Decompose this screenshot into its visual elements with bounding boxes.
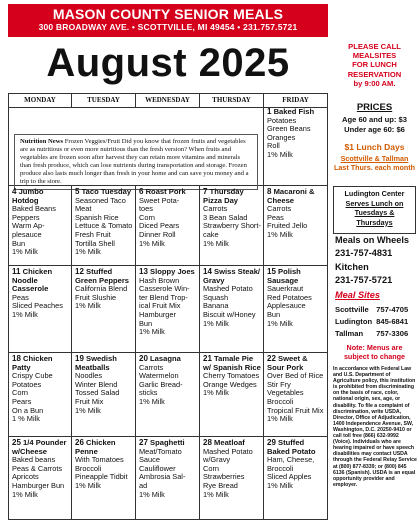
menu-item: 1% Milk	[203, 489, 229, 499]
day-number: 18	[12, 354, 21, 363]
mow-line: 231-757-4831	[335, 248, 393, 259]
ludington-line: Tuesdays &	[354, 208, 395, 217]
prices-title: PRICES	[356, 102, 393, 113]
menu-item: cake	[203, 229, 219, 239]
day-number: 15	[267, 267, 276, 276]
day-cell	[8, 186, 72, 266]
menu-item: Applesauce	[267, 301, 306, 311]
menu-item: Pineapple Tidbit	[75, 472, 128, 482]
meal-title: 1/4 Pounder w/Cheese	[12, 438, 67, 456]
call-line: RESERVATION	[347, 69, 402, 79]
menu-item: California Blend	[75, 284, 128, 294]
call-line: by 9:00 AM.	[353, 78, 396, 88]
menu-item: Orange Wedges	[203, 379, 257, 389]
header-banner	[8, 4, 328, 37]
note-line: subject to change	[343, 352, 406, 361]
meal-title: Tamale Pie w/ Spanish Rice	[203, 354, 261, 372]
menu-item: 1% Milk	[139, 238, 165, 248]
lunch-when: Last Thurs. each month	[333, 163, 416, 172]
day-cell	[264, 353, 328, 437]
day-cell	[136, 353, 200, 437]
menu-item: Broccoli	[75, 463, 102, 473]
site-row	[335, 328, 418, 340]
menu-item: Meat/Tomato	[139, 446, 182, 456]
menu-item: Garlic Bread-	[139, 379, 183, 389]
menu-item: Hash Brown	[139, 275, 180, 285]
menu-item: Casserole Win-	[139, 284, 190, 294]
day-cell	[264, 437, 328, 520]
menu-item: Strawberries	[203, 472, 245, 482]
day-cell	[136, 437, 200, 520]
menu-item: ical Fruit Mix	[139, 301, 181, 311]
nutrition-news-box	[14, 134, 258, 190]
menu-item: 1% Milk	[267, 480, 293, 490]
menu-item: 1% Milk	[267, 149, 293, 159]
price-under60: Under age 60: $6	[344, 125, 405, 134]
ludington-line: Ludington Center	[344, 189, 405, 198]
lunch-days: $1 Lunch Days	[344, 142, 405, 152]
meal-title: Polish Sausage	[267, 267, 301, 285]
meal-title: Jumbo Hotdog	[12, 187, 44, 205]
menu-item: ter Blend Trop-	[139, 292, 188, 302]
org-address: 300 BROADWAY AVE. • SCOTTVILLE, MI 49454 • 231.757.5721	[38, 22, 298, 32]
menu-item: Mashed Potato	[203, 446, 253, 456]
menu-item: 1% Milk	[12, 247, 38, 257]
menu-item: Squash	[203, 292, 229, 302]
menu-item: Dinner Roll	[139, 229, 176, 239]
menu-item: Biscuit w/Honey	[203, 309, 256, 319]
calendar-week	[8, 106, 328, 186]
menu-item: Rye Bread	[203, 480, 238, 490]
day-cell	[72, 266, 136, 353]
menu-item: Watermelon	[139, 371, 179, 381]
menu-note	[331, 343, 418, 361]
day-cell	[136, 266, 200, 353]
weekday-label: WEDNESDAY	[136, 93, 200, 108]
menu-item: 1% Milk	[267, 229, 293, 239]
menu-item: 1% Milk	[203, 318, 229, 328]
mow-line: Kitchen	[335, 261, 369, 272]
meal-title: Macaroni & Cheese	[267, 187, 315, 205]
site-phone: 757-4705	[376, 305, 409, 314]
menu-item: Meat	[75, 204, 92, 214]
menu-item: Peas	[12, 292, 29, 302]
site-row	[335, 316, 418, 328]
menu-item: Carrots	[267, 204, 292, 214]
day-number: 19	[75, 354, 84, 363]
site-name: Scottville	[335, 305, 369, 314]
menu-item: 1% Milk	[75, 480, 101, 490]
menu-item: Sauerkraut	[267, 284, 304, 294]
day-number: 8	[267, 187, 272, 196]
menu-item: Crispy Cube	[12, 371, 53, 381]
menu-item: Strawberry Short-	[203, 221, 261, 231]
menu-item: 1% Milk	[203, 238, 229, 248]
day-cell	[8, 353, 72, 437]
day-number: 4	[12, 187, 17, 196]
site-name: Tallman	[335, 329, 364, 338]
menu-item: Fruited Jello	[267, 221, 308, 231]
meal-title: Chicken Penne	[75, 438, 116, 456]
day-cell	[72, 437, 136, 520]
meal-title: Swiss Steak/ Gravy	[203, 267, 261, 285]
day-number: 6	[139, 187, 144, 196]
day-heading	[75, 439, 133, 456]
lunch-sites: Scottville & Tallman	[340, 154, 409, 163]
menu-item: Peas & Carrots	[12, 463, 63, 473]
menu-item: Corn	[139, 212, 156, 222]
meal-title: Meatloaf	[214, 438, 245, 447]
menu-item: Fruit Mix	[75, 396, 104, 406]
menu-item: Roll	[267, 141, 280, 151]
nondiscrimination-statement: In accordance with Federal Law and U.S. Department of Agriculture policy, this institution is prohibited from discriminating on the basis of race, color, national origin, sex, age, or disability. To file a complaint of discrimination, write USDA, Director, Office of Adjudication, 1400 Independence Avenue, SW, Washington, D.C. 20250-9410 or call toll free (866) 632-9992 (Voice). Individuals who are hearing impaired or have speech disabilities may contact USDA through the Federal Relay Service at (800) 877-8339; or (800) 845 6136 (Spanish). USDA is an equal opportunity provider and employer.	[333, 366, 417, 488]
menu-item: Over Bed of Rice	[267, 371, 324, 381]
day-cell	[8, 266, 72, 353]
meal-sites-title: Meal Sites	[335, 290, 380, 300]
day-number: 12	[75, 267, 84, 276]
menu-item: 1% Milk	[139, 396, 165, 406]
menu-item: Corn	[203, 463, 220, 473]
site-row	[335, 304, 418, 316]
day-number: 11	[12, 267, 21, 276]
day-heading	[203, 355, 261, 372]
meal-title: Stuffed Baked Potato	[267, 438, 316, 456]
calendar-week	[8, 266, 328, 353]
menu-item: Peas	[267, 212, 284, 222]
menu-item: Winter Blend	[75, 379, 118, 389]
menu-item: Carrots	[139, 362, 164, 372]
meals-on-wheels	[331, 234, 418, 288]
day-number: 5	[75, 187, 80, 196]
org-title: MASON COUNTY SENIOR MEALS	[52, 6, 284, 22]
weekday-header	[8, 93, 328, 106]
site-phone: 845-6841	[376, 317, 409, 326]
menu-item: Oranges	[267, 132, 296, 142]
meal-title: Taco Tuesday	[81, 187, 132, 196]
day-cell	[200, 266, 264, 353]
day-number: 25	[12, 438, 21, 447]
menu-item: Seasoned Taco	[75, 195, 126, 205]
menu-item: Corn	[12, 388, 29, 398]
price-age60: Age 60 and up: $3	[342, 115, 407, 124]
menu-item: sticks	[139, 388, 158, 398]
day-heading	[75, 268, 133, 285]
menu-item: 1% Milk	[75, 301, 101, 311]
menu-item: Cauliflower	[139, 463, 176, 473]
menu-item: Bun	[267, 309, 281, 319]
menu-item: Sliced Apples	[267, 472, 312, 482]
menu-item: Fruit Slushie	[75, 292, 117, 302]
menu-item: With Tomatoes	[75, 455, 124, 465]
menu-item: Sweet Pota-	[139, 195, 180, 205]
menu-item: Pears	[12, 396, 32, 406]
menu-item: 1% Milk	[267, 414, 293, 424]
meal-title: Lasagna	[150, 354, 181, 363]
menu-item: 1% Milk	[267, 318, 293, 328]
menu-item: Tortilla Shell	[75, 238, 115, 248]
meal-title: Sweet & Sour Pork	[267, 354, 308, 372]
menu-item: Potatoes	[267, 115, 297, 125]
day-cell	[200, 437, 264, 520]
call-line: MEALSITES	[352, 51, 397, 61]
calendar-week	[8, 437, 328, 520]
menu-item: 1% Milk	[139, 489, 165, 499]
day-heading	[203, 188, 261, 205]
menu-item: 1% Milk	[12, 309, 38, 319]
menu-item: Bun	[139, 318, 153, 328]
call-line: PLEASE CALL	[348, 42, 401, 51]
news-heading: Nutrition News	[20, 138, 64, 145]
meal-title: Chicken Patty	[12, 354, 53, 372]
menu-item: 1 % Milk	[12, 414, 40, 424]
ludington-line: Serves Lunch on	[345, 198, 404, 208]
day-number: 20	[139, 354, 148, 363]
meal-title: Stuffed Green Peppers	[75, 267, 130, 285]
menu-item: 3 Bean Salad	[203, 212, 248, 222]
menu-item: 1% Milk	[75, 247, 101, 257]
newsletter-area	[8, 106, 264, 186]
menu-item: Tossed Salad	[75, 388, 120, 398]
calendar-week	[8, 186, 328, 266]
menu-item: Baked Beans	[12, 204, 56, 214]
day-heading	[12, 355, 69, 372]
mow-line: Meals on Wheels	[335, 235, 410, 245]
month-title: August 2025	[46, 40, 290, 85]
menu-item: Green Beans	[267, 124, 311, 134]
menu-item: 1% Milk	[75, 405, 101, 415]
day-cell	[264, 106, 328, 186]
menu-item: Hamburger	[139, 309, 176, 319]
day-heading	[267, 188, 325, 205]
day-heading	[12, 268, 69, 294]
day-cell	[264, 266, 328, 353]
menu-item: Red Potatoes	[267, 292, 312, 302]
menu-item: Banana	[203, 301, 229, 311]
day-heading	[12, 439, 69, 456]
menu-item: Bun	[12, 238, 26, 248]
menu-item: ad	[139, 480, 148, 490]
menu-item: Warm Ap-	[12, 221, 45, 231]
menu-item: Stir Fry Vegetables	[267, 379, 304, 398]
menu-item: 1% Milk	[139, 327, 165, 337]
ludington-box	[333, 186, 416, 234]
menu-item: Tropical Fruit Mix	[267, 405, 324, 415]
day-number: 14	[203, 267, 212, 276]
menu-item: Sliced Peaches	[12, 301, 63, 311]
day-number: 1	[267, 107, 272, 116]
menu-item: Potatoes	[12, 379, 42, 389]
day-heading	[267, 439, 325, 456]
day-heading	[12, 188, 69, 205]
day-number: 29	[267, 438, 276, 447]
day-heading	[267, 268, 325, 285]
menu-item: toes	[139, 204, 153, 214]
menu-item: Broccoli	[267, 463, 294, 473]
meal-title: Spaghetti	[150, 438, 185, 447]
call-notice	[331, 42, 418, 88]
menu-item: Carrots	[203, 204, 228, 214]
menu-item: Lettuce & Tomato	[75, 221, 133, 231]
menu-item: Ham, Cheese,	[267, 455, 315, 465]
day-number: 7	[203, 187, 208, 196]
site-phone: 757-3306	[376, 329, 409, 338]
day-number: 13	[139, 267, 148, 276]
meal-title: Thursday Pizza Day	[203, 187, 244, 205]
menu-item: 1% Milk	[203, 388, 229, 398]
menu-item: Spanish Rice	[75, 212, 119, 222]
menu-item: Ambrosia Sal-	[139, 472, 186, 482]
menu-item: w/Gravy	[203, 455, 231, 465]
day-number: 27	[139, 438, 148, 447]
menu-item: Peppers	[12, 212, 40, 222]
day-heading	[267, 355, 325, 372]
menu-item: Cherry Tomatoes	[203, 371, 260, 381]
meal-title: Chicken Noodle Casserole	[12, 267, 53, 294]
mow-line: 231-757-5721	[335, 275, 393, 286]
day-heading	[75, 355, 133, 372]
day-cell	[136, 186, 200, 266]
day-cell	[72, 353, 136, 437]
meal-title: Roast Pork	[145, 187, 186, 196]
menu-item: plesauce	[12, 229, 42, 239]
menu-item: Fresh Fruit	[75, 229, 111, 239]
menu-item: Mashed Potato	[203, 284, 253, 294]
day-cell	[200, 353, 264, 437]
meal-title: Sloppy Joes	[150, 267, 195, 276]
day-cell	[72, 186, 136, 266]
menu-item: Diced Pears	[139, 221, 180, 231]
ludington-line: Thursdays	[356, 217, 393, 227]
menu-item: Hamburger Bun	[12, 480, 65, 490]
day-number: 26	[75, 438, 84, 447]
weekday-label: THURSDAY	[200, 93, 264, 108]
meal-sites-list	[335, 304, 418, 340]
calendar-week	[8, 353, 328, 437]
menu-item: Baked beans	[12, 455, 56, 465]
day-number: 22	[267, 354, 276, 363]
day-heading	[203, 268, 261, 285]
menu-item: On a Bun	[12, 405, 44, 415]
day-cell	[264, 186, 328, 266]
menu-item: Broccoli	[267, 396, 294, 406]
site-name: Ludington	[335, 317, 373, 326]
call-line: FOR LUNCH	[352, 60, 397, 70]
weekday-label: FRIDAY	[264, 93, 328, 108]
day-cell	[8, 437, 72, 520]
menu-item: Apricots	[12, 472, 39, 482]
day-number: 28	[203, 438, 212, 447]
menu-item: Noodles	[75, 371, 103, 381]
menu-item: 1% Milk	[12, 489, 38, 499]
meal-title: Baked Fish	[273, 107, 315, 116]
note-line: Note: Menus are	[346, 343, 403, 352]
weekday-label: TUESDAY	[72, 93, 136, 108]
day-number: 21	[203, 354, 212, 363]
day-cell	[200, 186, 264, 266]
menu-item: Sauce	[139, 455, 160, 465]
weekday-label: MONDAY	[8, 93, 72, 108]
meal-title: Swedish Meatballs	[75, 354, 117, 372]
news-body: Frozen Veggies/Fruit Did you know that frozen fruits and vegetables are as nutritious or even more nutritious than the fresh version? When fruits and vegetables are frozen soon after harvest they can retain more vitamins and minerals than fresh produce, which can lose nutrients during transportation and storage. Frozen produce also lasts much longer than fresh in your home and can save you money and a trip to the store.	[20, 138, 249, 185]
